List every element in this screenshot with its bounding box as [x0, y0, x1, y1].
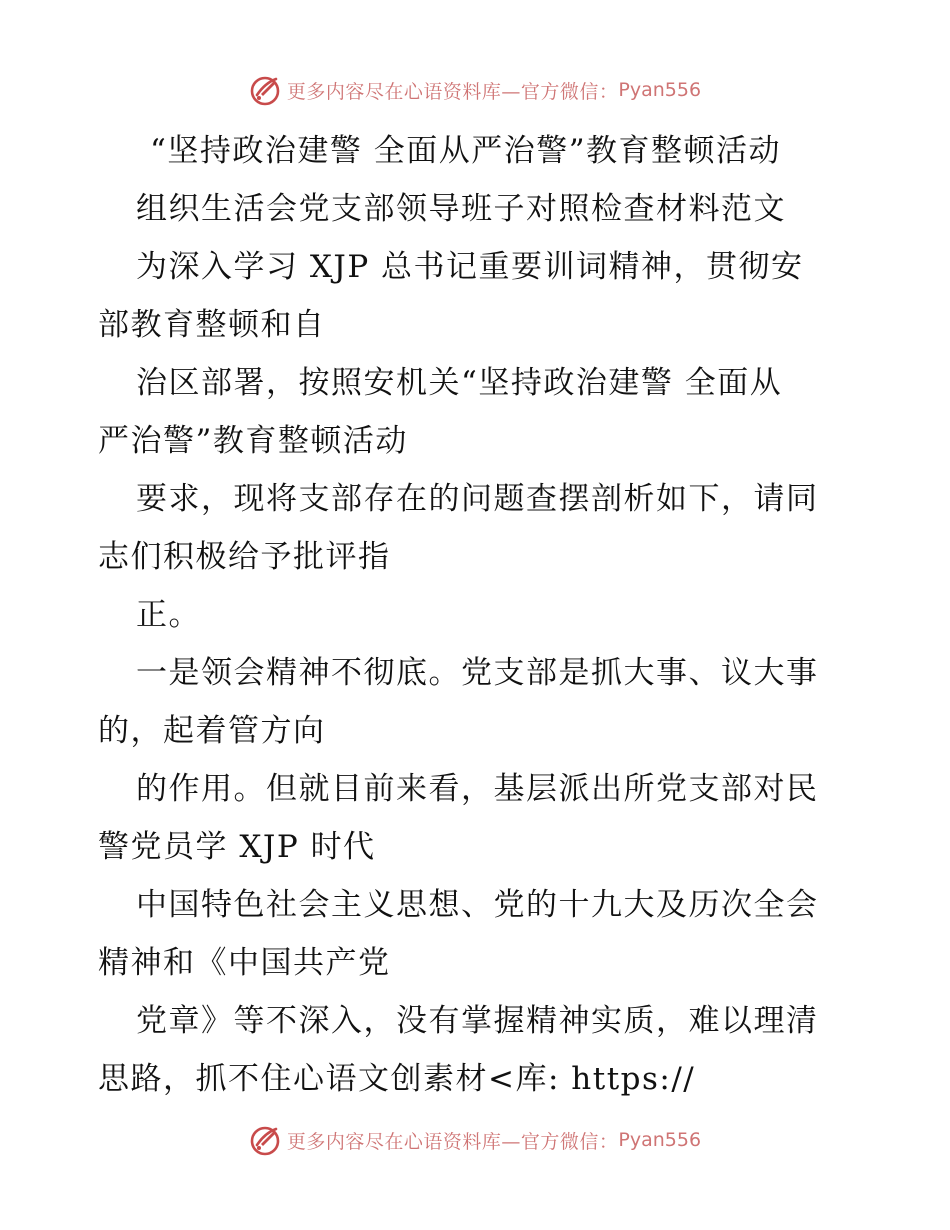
paragraph-line: 严治警”教育整顿活动	[98, 423, 408, 459]
doc-title: “坚持政治建警 全面从严治警”教育整顿活动	[150, 133, 782, 169]
paragraph-line: 的作用。但就目前来看，基层派出所党支部对民	[136, 771, 819, 807]
watermark-text: 更多内容尽在心语资料库—官方微信：	[286, 80, 619, 103]
paragraph-line: 精神和《中国共产党	[98, 945, 391, 981]
paragraph-line: 的，起着管方向	[98, 713, 326, 749]
footer-watermark	[0, 1120, 950, 1160]
watermark-text: 更多内容尽在心语资料库—官方微信：	[286, 1130, 619, 1153]
paragraph-line: 治区部署，按照安机关“坚持政治建警 全面从	[136, 365, 783, 401]
paragraph-line: 要求，现将支部存在的问题查摆剖析如下，请同	[136, 481, 819, 517]
paragraph-line: 党章》等不深入，没有掌握精神实质，难以理清	[136, 1003, 819, 1039]
paragraph-line: 中国特色社会主义思想、党的十九大及历次全会	[136, 887, 819, 923]
logo-icon	[249, 1123, 283, 1157]
paragraph-line: 一是领会精神不彻底。党支部是抓大事、议大事	[136, 655, 819, 691]
logo-icon	[249, 73, 283, 107]
watermark-id: Pyan556	[618, 79, 702, 101]
doc-subtitle: 组织生活会党支部领导班子对照检查材料范文	[136, 191, 786, 227]
paragraph-line: 思路，抓不住心语文创素材<库: https://	[98, 1061, 696, 1097]
paragraph-line: 正。	[136, 597, 201, 633]
document-body	[98, 122, 858, 1108]
watermark-id: Pyan556	[618, 1129, 702, 1151]
paragraph-line: 为深入学习 XJP 总书记重要训词精神，贯彻安	[136, 249, 804, 285]
paragraph-line: 部教育整顿和自	[98, 307, 326, 343]
paragraph-line: 警党员学 XJP 时代	[98, 829, 376, 865]
paragraph-line: 志们积极给予批评指	[98, 539, 391, 575]
header-watermark	[0, 70, 950, 110]
